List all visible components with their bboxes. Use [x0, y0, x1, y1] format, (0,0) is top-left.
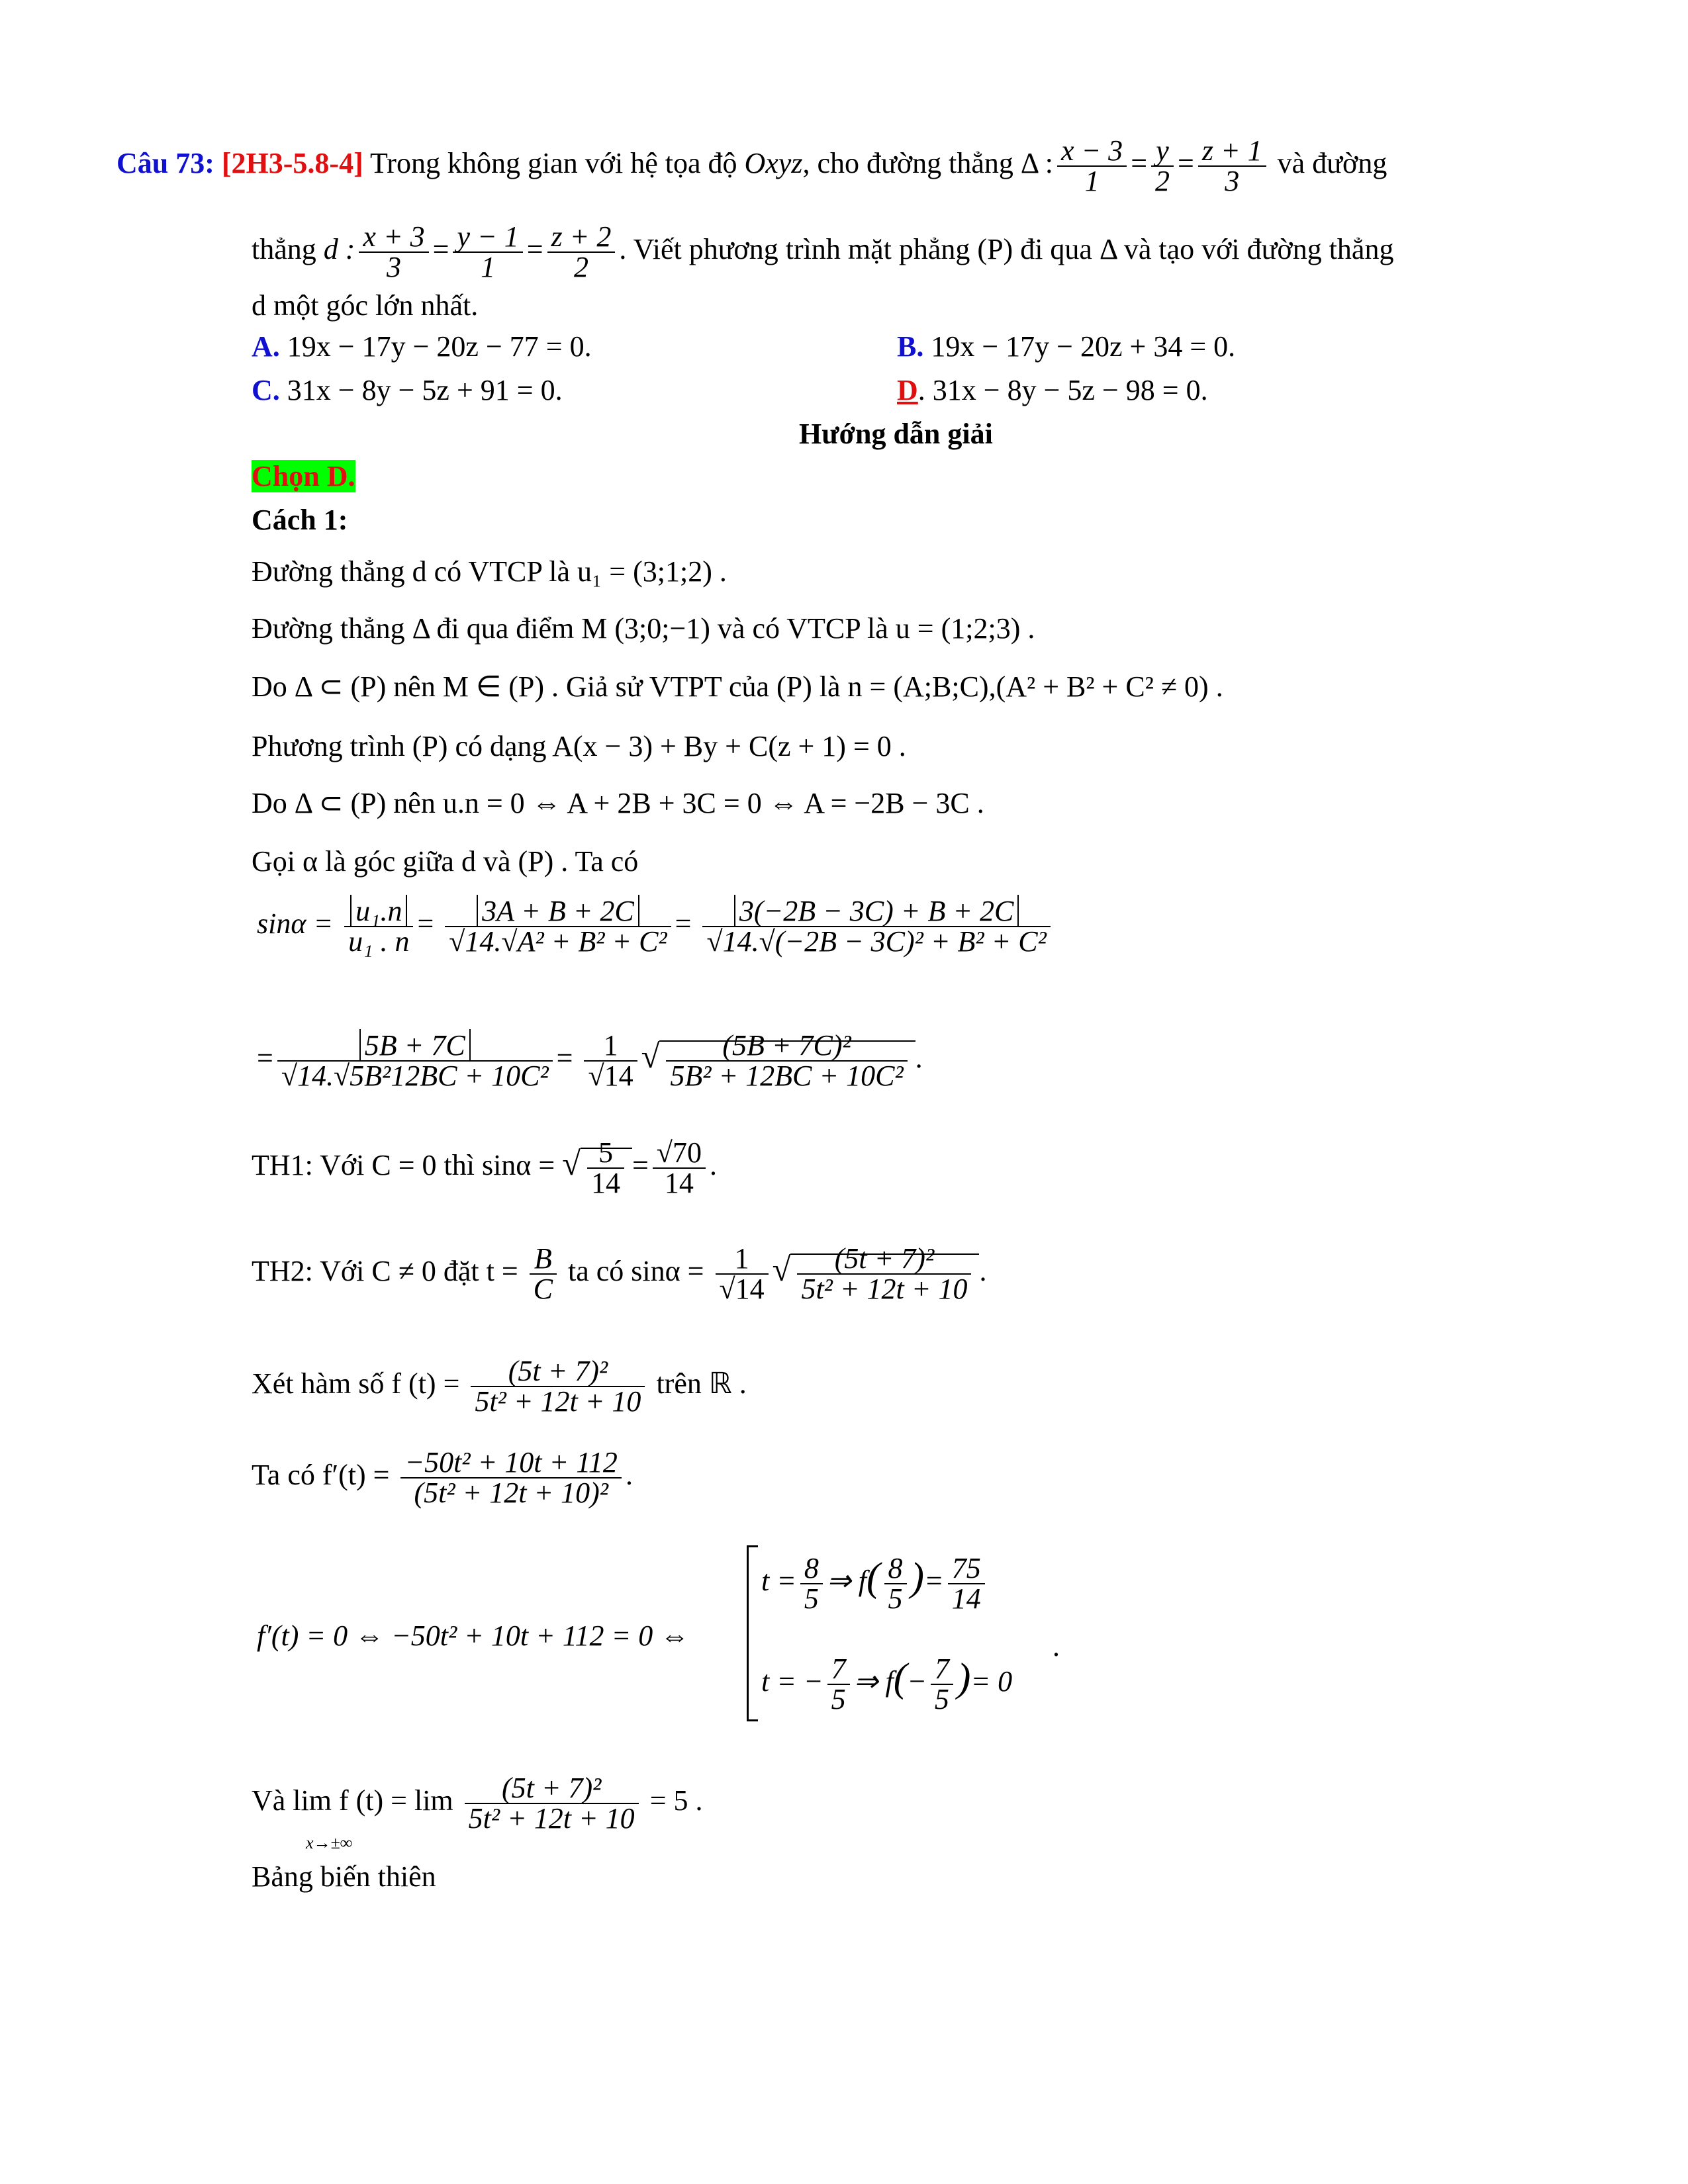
root-case-2: t = − $\frac{7}{5}$ ⇒ f(− $\frac{7}{5}$ )= 0	[761, 1653, 1013, 1715]
period: .	[1053, 1630, 1060, 1662]
fraction: $\frac{B}{C}$	[530, 1244, 557, 1304]
question-code: [2H3-5.8-4]	[221, 147, 363, 180]
question-line-1: Câu 73: [2H3-5.8-4] Trong không gian với hệ tọa độ Oxyz, cho đường thẳng Δ : $\frac{x - 3}{1}$ = $\frac{y}{2}$ = $\frac{z + 1}{3}$ và đường	[117, 134, 1387, 197]
option-a: A. 19x − 17y − 20z − 77 = 0.	[252, 330, 592, 363]
question-line-2: thẳng d : $\frac{x + 3}{3}$ = $\frac{y - 1}{1}$ = $\frac{z + 2}{2}$ . Viết phương trình mặt phẳng (P) đi qua Δ và tạo với đường thẳng	[252, 220, 1394, 283]
fraction: $\frac{y - 1}{1}$	[453, 222, 522, 282]
variation-table-label: Bảng biến thiên	[252, 1860, 436, 1893]
derivative-zero-equation: f′(t) = 0 ⇔ −50t² + 10t + 112 = 0 ⇔	[257, 1619, 690, 1652]
answer-choice: Chọn D.	[252, 460, 355, 492]
option-b: B. 19x − 17y − 20z + 34 = 0.	[897, 330, 1236, 363]
fraction: $\frac{z + 2}{2}$	[547, 222, 616, 282]
solution-heading: Hướng dẫn giải	[799, 418, 993, 450]
solution-line-2: Đường thẳng Δ đi qua điểm M (3;0;−1) và có VTCP là u = (1;2;3) .	[252, 612, 1035, 645]
question-label: Câu 73:	[117, 147, 214, 180]
fraction: $\frac{x - 3}{1}$	[1057, 136, 1127, 196]
fraction: $\frac{5B + 7C}{\text{√14.√5B²12BC + 10C²}}$	[277, 1031, 553, 1091]
question-text: , cho đường thẳng	[802, 147, 1013, 180]
derivative: Ta có f′(t) = $\frac{\text{−50t² + 10t + 112}}{\text{(5t² + 12t + 10)²}}$ .	[252, 1446, 633, 1509]
solution-line-6: Gọi α là góc giữa d và (P) . Ta có	[252, 845, 639, 878]
fraction: $\frac{75}{14}$	[948, 1554, 985, 1614]
fraction: $\frac{3(-2B - 3C) + B + 2C}{\text{√14.√(−2B − 3C)² + B² + C²}}$	[702, 897, 1050, 956]
line-delta-label: Δ :	[1020, 147, 1053, 180]
fraction: $\frac{8}{5}$	[800, 1554, 823, 1614]
fraction: $\frac{z + 1}{3}$	[1198, 136, 1266, 196]
option-c: C. 31x − 8y − 5z + 91 = 0.	[252, 374, 563, 406]
case-th2: TH2: Với C ≠ 0 đặt t = $\frac{B}{C}$ ta có sinα = $\frac{1}{√14}$ √ $\frac{\text{(5t + 7)²}}{\text{5t² + 12t + 10}}$ .	[252, 1242, 987, 1305]
fraction: $\frac{8}{5}$	[884, 1554, 907, 1614]
question-text: . Viết phương trình mặt phẳng (P) đi qua Δ và tạo với đường thẳng	[619, 233, 1394, 266]
solution-line-1: Đường thẳng d có VTCP là u₁ = (3;1;2) .	[252, 555, 727, 588]
fraction: $\frac{x + 3}{3}$	[359, 222, 428, 282]
limit: Và lim f (t) = lim $\frac{\text{(5t + 7)²}}{\text{5t² + 12t + 10}}$ = 5 .	[252, 1772, 703, 1835]
question-text: và đường	[1277, 147, 1387, 180]
fraction: $\frac{y}{2}$	[1151, 136, 1174, 196]
fraction: $\frac{\text{(5B + 7C)²}}{\text{5B² + 12BC + 10C²}}$	[666, 1031, 907, 1091]
fraction: $\frac{5}{14}$	[587, 1138, 624, 1198]
question-line-3: d một góc lớn nhất.	[252, 289, 479, 322]
solution-line-5: Do Δ ⊂ (P) nên u.n = 0 ⇔ A + 2B + 3C = 0 ⇔ A = −2B − 3C .	[252, 787, 984, 819]
case-bracket	[747, 1545, 758, 1721]
fraction: $\frac{\text{(5t + 7)²}}{\text{5t² + 12t + 10}}$	[471, 1357, 645, 1416]
fraction: $\frac{1}{√14}$	[716, 1244, 769, 1304]
fraction: $\frac{7}{5}$	[931, 1655, 953, 1714]
solution-line-4: Phương trình (P) có dạng A(x − 3) + By + C(z + 1) = 0 .	[252, 730, 906, 762]
fraction: $\frac{√70}{14}$	[653, 1138, 706, 1198]
fraction: $\frac{\text{(5t + 7)²}}{\text{5t² + 12t + 10}}$	[797, 1244, 971, 1304]
method-heading: Cách 1:	[252, 504, 348, 536]
sin-formula-2: = $\frac{5B + 7C}{\text{√14.√5B²12BC + 10C²}}$ = $\frac{1}{√14}$ √ $\frac{\text{(5B + 7C)²}}{\text{5B² + 12BC + 10C²}}$ .	[257, 1029, 923, 1092]
fraction: $\frac{\text{−50t² + 10t + 112}}{\text{(5t² + 12t + 10)²}}$	[400, 1448, 621, 1508]
option-d: D. 31x − 8y − 5z − 98 = 0.	[897, 374, 1208, 406]
question-text: Trong không gian với hệ tọa độ	[369, 147, 737, 180]
question-text: thẳng	[252, 233, 316, 266]
case-th1: TH1: Với C = 0 thì sinα = √ $\frac{5}{14}$ = $\frac{√70}{14}$ .	[252, 1136, 717, 1199]
root-case-1: t = $\frac{8}{5}$ ⇒ f( $\frac{8}{5}$ )= $\frac{75}{14}$	[761, 1554, 989, 1614]
solution-line-3: Do Δ ⊂ (P) nên M ∈ (P) . Giả sử VTPT của (P) là n = (A;B;C),(A² + B² + C² ≠ 0) .	[252, 670, 1223, 703]
function-definition: Xét hàm số f (t) = $\frac{\text{(5t + 7)²}}{\text{5t² + 12t + 10}}$ trên ℝ .	[252, 1355, 747, 1418]
limit-subscript: x→±∞	[306, 1833, 353, 1852]
fraction: $\frac{3A + B + 2C}{\text{√14.√A² + B² + C²}}$	[445, 897, 671, 956]
coordinate-system: Oxyz	[744, 147, 803, 180]
fraction: $\frac{7}{5}$	[827, 1655, 850, 1714]
sin-formula: sinα = $\frac{\text{u₁.n}}{\text{u₁ . n}}$ = $\frac{3A + B + 2C}{\text{√14.√A² + B² + C²}}$ = $\frac{3(-2B - 3C) + B + 2C}{\text{√14.√(−2B − 3C)² + B² + C²}}$	[257, 897, 1055, 956]
fraction: $\frac{1}{√14}$	[584, 1031, 637, 1091]
fraction: $\frac{\text{u₁.n}}{\text{u₁ . n}}$	[344, 897, 413, 956]
fraction: $\frac{\text{(5t + 7)²}}{\text{5t² + 12t + 10}}$	[465, 1774, 639, 1833]
line-d-label: d :	[323, 233, 355, 266]
